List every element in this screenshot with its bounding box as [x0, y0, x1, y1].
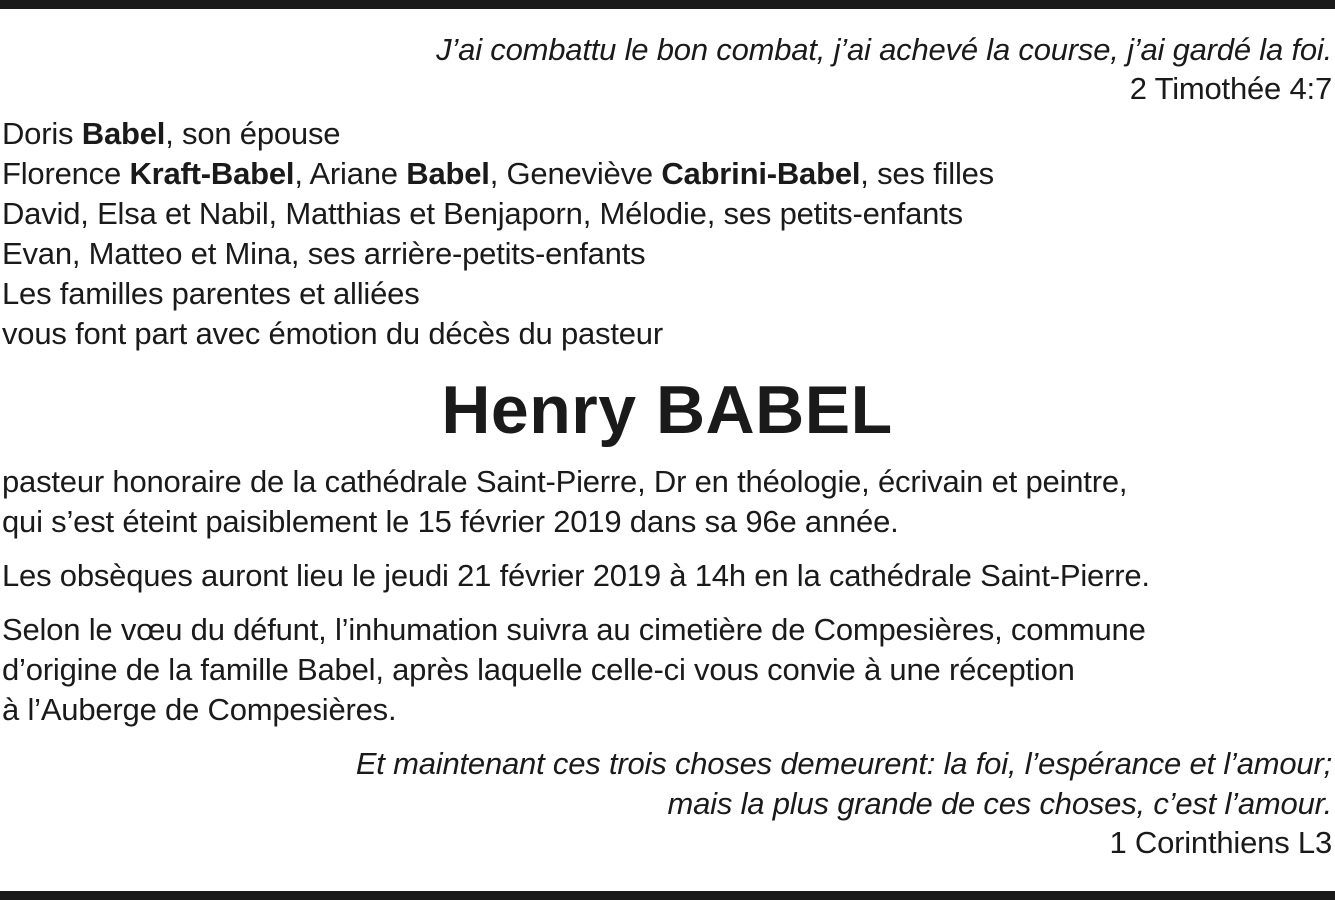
family-line-relatives: Les familles parentes et alliées — [2, 276, 420, 311]
deceased-name: Henry BABEL — [441, 372, 893, 448]
burial-paragraph — [2, 610, 1332, 730]
relation: , son épouse — [165, 116, 341, 151]
epigraph-quote: J’ai combattu le bon combat, j’ai achevé la course, j’ai gardé la foi. — [436, 32, 1332, 67]
epigraph — [2, 30, 1332, 108]
announcement-line: vous font part avec émotion du décès du pasteur — [2, 316, 663, 351]
family-line-great-grandchildren: Evan, Matteo et Mina, ses arrière-petits-enfants — [2, 236, 646, 271]
bottom-rule — [0, 891, 1335, 900]
burial-line: d’origine de la famille Babel, après laquelle celle-ci vous convie à une réception — [2, 652, 1075, 687]
family-line-grandchildren: David, Elsa et Nabil, Matthias et Benjaporn, Mélodie, ses petits-enfants — [2, 196, 963, 231]
closing-reference: 1 Corinthiens L3 — [1109, 825, 1332, 860]
surname: Kraft-Babel — [129, 156, 295, 191]
family-line-spouse — [2, 114, 1332, 154]
bio-line: pasteur honoraire de la cathédrale Saint-Pierre, Dr en théologie, écrivain et peintre, — [2, 464, 1128, 499]
bio-paragraph — [2, 462, 1332, 542]
bio-line: qui s’est éteint paisiblement le 15 février 2019 dans sa 96e année. — [2, 504, 899, 539]
burial-line: Selon le vœu du défunt, l’inhumation suivra au cimetière de Compesières, commune — [2, 612, 1146, 647]
family-line-daughters — [2, 154, 1332, 194]
family-list — [2, 114, 1332, 354]
closing-quote-line: Et maintenant ces trois choses demeurent: la foi, l’espérance et l’amour; — [355, 746, 1332, 781]
obituary-notice — [2, 30, 1332, 862]
surname: Babel — [406, 156, 490, 191]
relation: , ses filles — [860, 156, 994, 191]
funeral-line: Les obsèques auront lieu le jeudi 21 février 2019 à 14h en la cathédrale Saint-Pierre. — [2, 558, 1150, 593]
closing-quote — [2, 744, 1332, 862]
surname: Babel — [81, 116, 166, 151]
closing-quote-line: mais la plus grande de ces choses, c’est l’amour. — [667, 786, 1332, 821]
top-rule — [0, 0, 1335, 9]
epigraph-reference: 2 Timothée 4:7 — [1129, 71, 1332, 106]
given-name: , Ariane — [294, 156, 407, 191]
given-name: Florence — [2, 156, 130, 191]
given-name: , Geneviève — [489, 156, 662, 191]
surname: Cabrini-Babel — [661, 156, 861, 191]
given-name: Doris — [2, 116, 82, 151]
burial-line: à l’Auberge de Compesières. — [2, 692, 397, 727]
funeral-paragraph — [2, 556, 1332, 596]
